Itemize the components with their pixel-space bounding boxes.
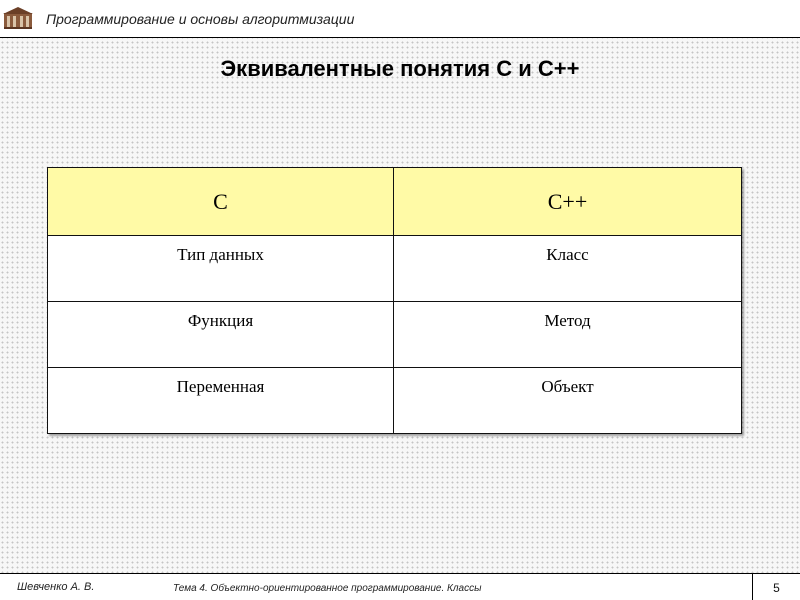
table-cell: Переменная [48,368,394,434]
table-row [48,302,742,368]
comparison-table-container [47,167,741,433]
column-header-cpp: С++ [394,168,742,236]
table-cell: Тип данных [48,236,394,302]
footer-author: Шевченко А. В. [17,581,95,593]
header-divider [0,37,800,38]
footer-topic: Тема 4. Объектно-ориентированное программирование. Классы [173,583,482,594]
table-row [48,368,742,434]
column-header-c: С [48,168,394,236]
slide-title: Эквивалентные понятия С и С++ [220,56,580,81]
header-bar [0,0,800,38]
page-number: 5 [773,581,780,595]
comparison-table [47,167,742,434]
library-building-icon [3,6,33,30]
table-cell: Функция [48,302,394,368]
table-cell: Метод [394,302,742,368]
table-cell: Объект [394,368,742,434]
table-row [48,236,742,302]
table-cell: Класс [394,236,742,302]
course-title: Программирование и основы алгоритмизации [46,11,355,27]
table-header-row [48,168,742,236]
